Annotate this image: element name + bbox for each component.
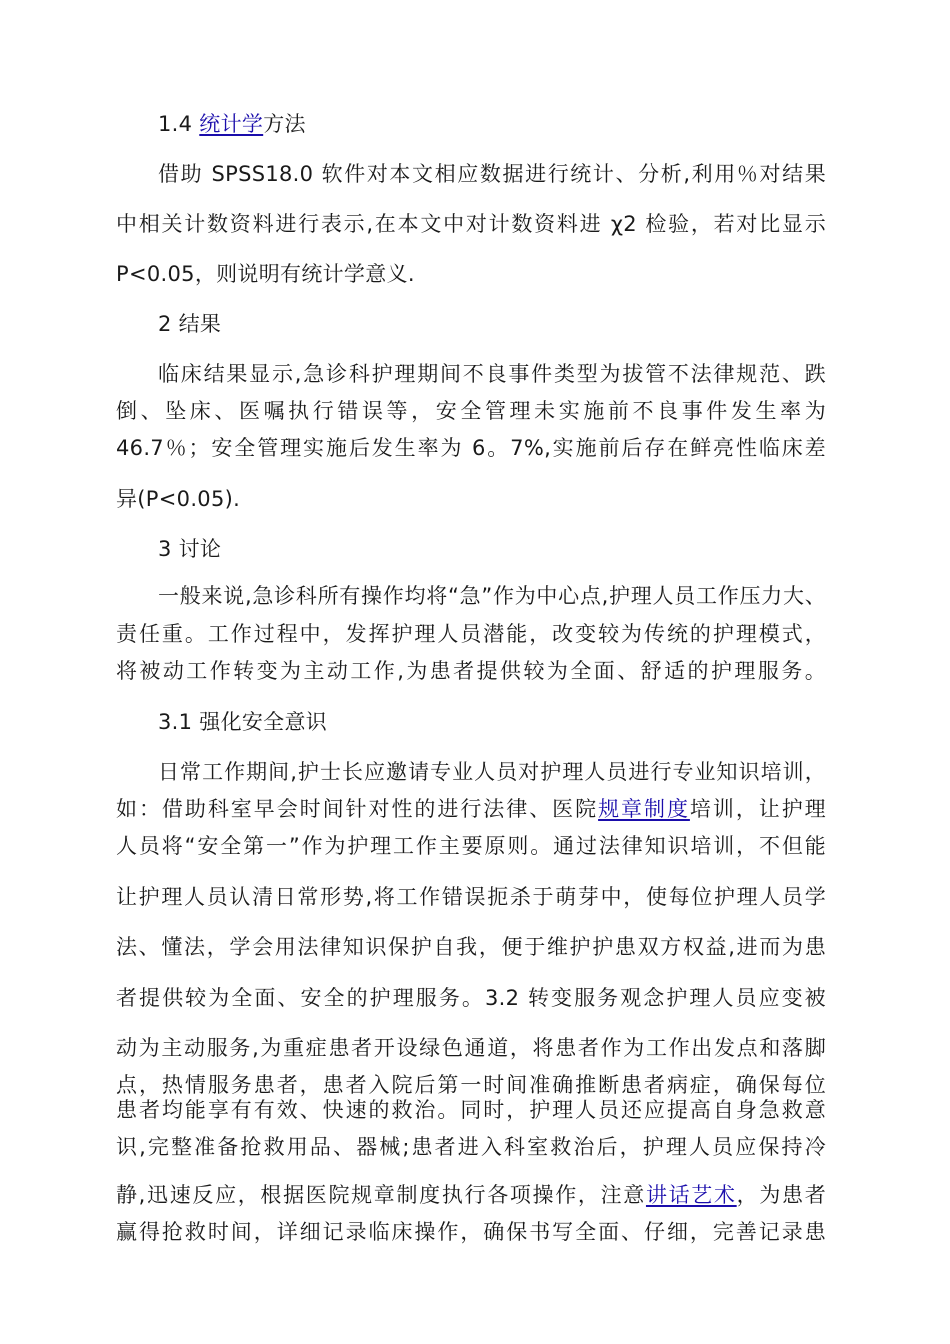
text-line	[158, 535, 221, 563]
text-line	[116, 984, 826, 1012]
text-line	[116, 1096, 826, 1124]
text-run: 借助 SPSS18.0 软件对本文相应数据进行统计、分析,利用％对结果	[158, 162, 826, 186]
text-run: 3 讨论	[158, 537, 222, 561]
inline-link[interactable]: 讲话艺术	[645, 1183, 737, 1207]
text-run: 责任重。工作过程中，发挥护理人员潜能，改变较为传统的护理模式，	[116, 622, 826, 646]
text-line	[158, 708, 327, 736]
text-run: 患者均能享有有效、快速的救治。同时，护理人员还应提高自身急救意	[116, 1098, 826, 1122]
text-line	[116, 260, 415, 288]
text-line	[116, 1034, 826, 1062]
text-run: 培训，让护理	[689, 797, 826, 821]
text-run: 人员将“安全第一”作为护理工作主要原则。通过法律知识培训，不但能	[116, 834, 826, 858]
text-line	[116, 210, 826, 238]
text-line	[116, 795, 826, 823]
text-line	[158, 758, 826, 786]
text-run: 点，热情服务患者，患者入院后第一时间准确推断患者病症，确保每位	[116, 1073, 826, 1097]
text-line	[158, 160, 826, 188]
text-line	[116, 1181, 826, 1209]
text-run: ，为患者	[736, 1183, 827, 1207]
text-run: 异(P<0.05).	[116, 487, 241, 511]
text-run: 者提供较为全面、安全的护理服务。3.2 转变服务观念护理人员应变被	[116, 986, 826, 1010]
text-run: 46.7％；安全管理实施后发生率为 6。7%,实施前后存在鲜亮性临床差	[116, 436, 826, 460]
text-line	[158, 110, 306, 138]
text-line	[158, 582, 826, 610]
text-line	[116, 933, 826, 961]
text-line	[116, 485, 240, 513]
text-line	[116, 883, 826, 911]
text-run: P<0.05，则说明有统计学意义.	[116, 262, 415, 286]
text-run: 1.4	[158, 112, 200, 136]
text-run: 识,完整准备抢救用品、器械;患者进入科室救治后，护理人员应保持冷	[116, 1135, 826, 1159]
text-run: 静,迅速反应，根据医院规章制度执行各项操作，注意	[116, 1183, 646, 1207]
inline-link[interactable]: 规章制度	[598, 797, 690, 821]
text-run: 赢得抢救时间，详细记录临床操作，确保书写全面、仔细，完善记录患	[116, 1220, 826, 1244]
text-run: 将被动工作转变为主动工作,为患者提供较为全面、舒适的护理服务。	[116, 659, 826, 683]
text-run: 日常工作期间,护士长应邀请专业人员对护理人员进行专业知识培训，	[158, 760, 826, 784]
text-line	[116, 397, 826, 425]
text-run: 法、懂法，学会用法律知识保护自我，便于维护护患双方权益,进而为患	[116, 935, 826, 959]
text-line	[116, 1071, 826, 1099]
text-run: 2 结果	[158, 312, 222, 336]
text-line	[116, 1133, 826, 1161]
text-line	[116, 832, 826, 860]
text-run: 让护理人员认清日常形势,将工作错误扼杀于萌芽中，使每位护理人员学	[116, 885, 826, 909]
text-run: 方法	[263, 112, 306, 136]
text-line	[116, 620, 826, 648]
text-line	[116, 434, 826, 462]
text-run: 一般来说,急诊科所有操作均将“急”作为中心点,护理人员工作压力大、	[158, 584, 826, 608]
text-run: 动为主动服务,为重症患者开设绿色通道，将患者作为工作出发点和落脚	[116, 1036, 826, 1060]
inline-link[interactable]: 统计学	[199, 112, 264, 136]
text-run: 临床结果显示,急诊科护理期间不良事件类型为拔管不法律规范、跌	[158, 362, 826, 386]
text-line	[116, 1218, 826, 1246]
text-run: 中相关计数资料进行表示,在本文中对计数资料进 χ2 检验，若对比显示	[116, 212, 826, 236]
text-run: 倒、坠床、医嘱执行错误等，安全管理未实施前不良事件发生率为	[116, 399, 826, 423]
text-run: 3.1 强化安全意识	[158, 710, 328, 734]
text-run: 如：借助科室早会时间针对性的进行法律、医院	[116, 797, 599, 821]
text-line	[116, 657, 826, 685]
text-line	[158, 310, 221, 338]
text-line	[158, 360, 826, 388]
